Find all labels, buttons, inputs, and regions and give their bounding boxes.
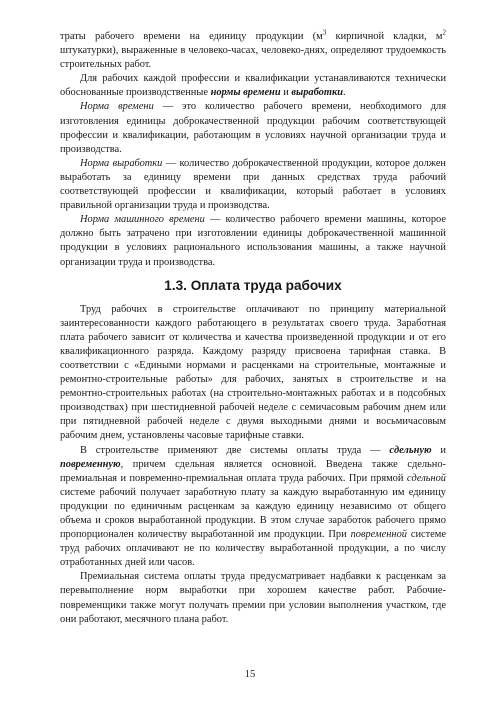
term-output-norm: Норма выработки — [80, 157, 163, 169]
text-run: и — [280, 87, 292, 99]
definition-text: — количество доброкачественной продукции, которое должен выработать за единицу времени при данных средствах труда рабочий соответствующей профессии и квалификации, который работает в условиях правильной организации труда и производства. — [60, 157, 446, 212]
paragraph-machine-time-norm — [60, 213, 446, 269]
text-run: Для рабочих каждой профессии и квалификации устанавливаются технически обоснованные производственные — [60, 73, 446, 99]
superscript: 2 — [442, 28, 446, 37]
page-number: 15 — [244, 669, 256, 680]
superscript: 3 — [322, 28, 327, 37]
text-run: траты рабочего времени на единицу продукции (м — [60, 31, 323, 42]
paragraph-wage-principle: Труд рабочих в строительстве оплачивают по принципу материальной заинтересованности каждого работающего в результатах своего труда. Заработная плата рабочего зависит от количества и качества произведенной продукции и от его квалификационного разряда. Каждому разряду присвоена тарифная ставка. В соответствии с «Едиными нормами и расценками на строительные, монтажные и ремонтно-строительные работы» для рабочих, занятых в строительстве и на ремонтно-строительных работах (на строительно-монтажных работах и в подсобных производствах) при шестидневной рабочей неделе с семичасовым рабочим днем или при пятидневной рабочей неделе с двумя выходными днями и восьмичасовым рабочим днем, установлены часовые тарифные ставки. — [60, 303, 446, 442]
text-run: штукатурки), выраженные в человеко-часах, человеко-днях, определяют трудоемкость строительных работ. — [60, 45, 446, 71]
text-run: . — [343, 87, 346, 99]
paragraph-bonus-system: Премиальная система оплаты труда предусматривает надбавки к расценкам за перевыполнение норм выработки при хорошем качестве работ. Рабочие-повременщики также могут получать премии при условии выполнения участком, где они работают, месячного плана работ. — [60, 571, 446, 625]
text-run: кирпичной кладки, м — [326, 31, 443, 42]
text-run: системе рабочий получает заработную плату за каждую выработанную им единицу продукции по единичным расценкам за каждую единицу независимо от общего объема и сроков выработанной продукции. В этом случае заработок рабочего прямо пропорционален количеству выработанной им продукции. При — [60, 486, 446, 541]
term-output: выработки — [291, 87, 343, 99]
term-machine-time-norm: Норма машинного времени — [80, 214, 205, 226]
paragraph-labor-intensity — [60, 30, 446, 72]
definition-text: — это количество рабочего времени, необходимого для изготовления единицы доброкачественной продукции рабочим соответствующей профессии и квалификации, работающим в условиях научной организации труда и производства. — [60, 101, 446, 155]
paragraph-output-norm — [60, 157, 446, 213]
term-time-norms: нормы времени — [210, 87, 281, 99]
paragraph-pay-systems — [60, 444, 446, 571]
paragraph-norms — [60, 72, 446, 100]
definition-text: — количество рабочего времени машины, которое должно быть затрачено при изготовлении единицы доброкачественной машинной продукции в условиях рационального использования машины, а также научной организации труда и производства. — [60, 214, 446, 268]
paragraph-time-norm — [60, 100, 446, 156]
term-time-based: повременную — [60, 458, 121, 470]
text-run: системе труд рабочих оплачивают не по количеству выработанной продукции, а по числу отработанных дней или часов. — [60, 529, 446, 569]
text-run: В строительстве применяют две системы оплаты труда — — [80, 444, 390, 456]
section-title: 1.3. Оплата труда рабочих — [164, 277, 342, 293]
text-run: и — [431, 444, 446, 456]
term-piece-rate: сдельную — [389, 444, 432, 456]
term-piece-rate-italic: сдельной — [406, 472, 446, 484]
text-run: , причем сдельная является основной. Введена также сдельно-премиальная и повременно-премиальная оплата труда рабочих. При прямой — [60, 458, 446, 484]
term-time-based-italic: повременной — [350, 529, 407, 541]
term-time-norm: Норма времени — [80, 101, 154, 113]
